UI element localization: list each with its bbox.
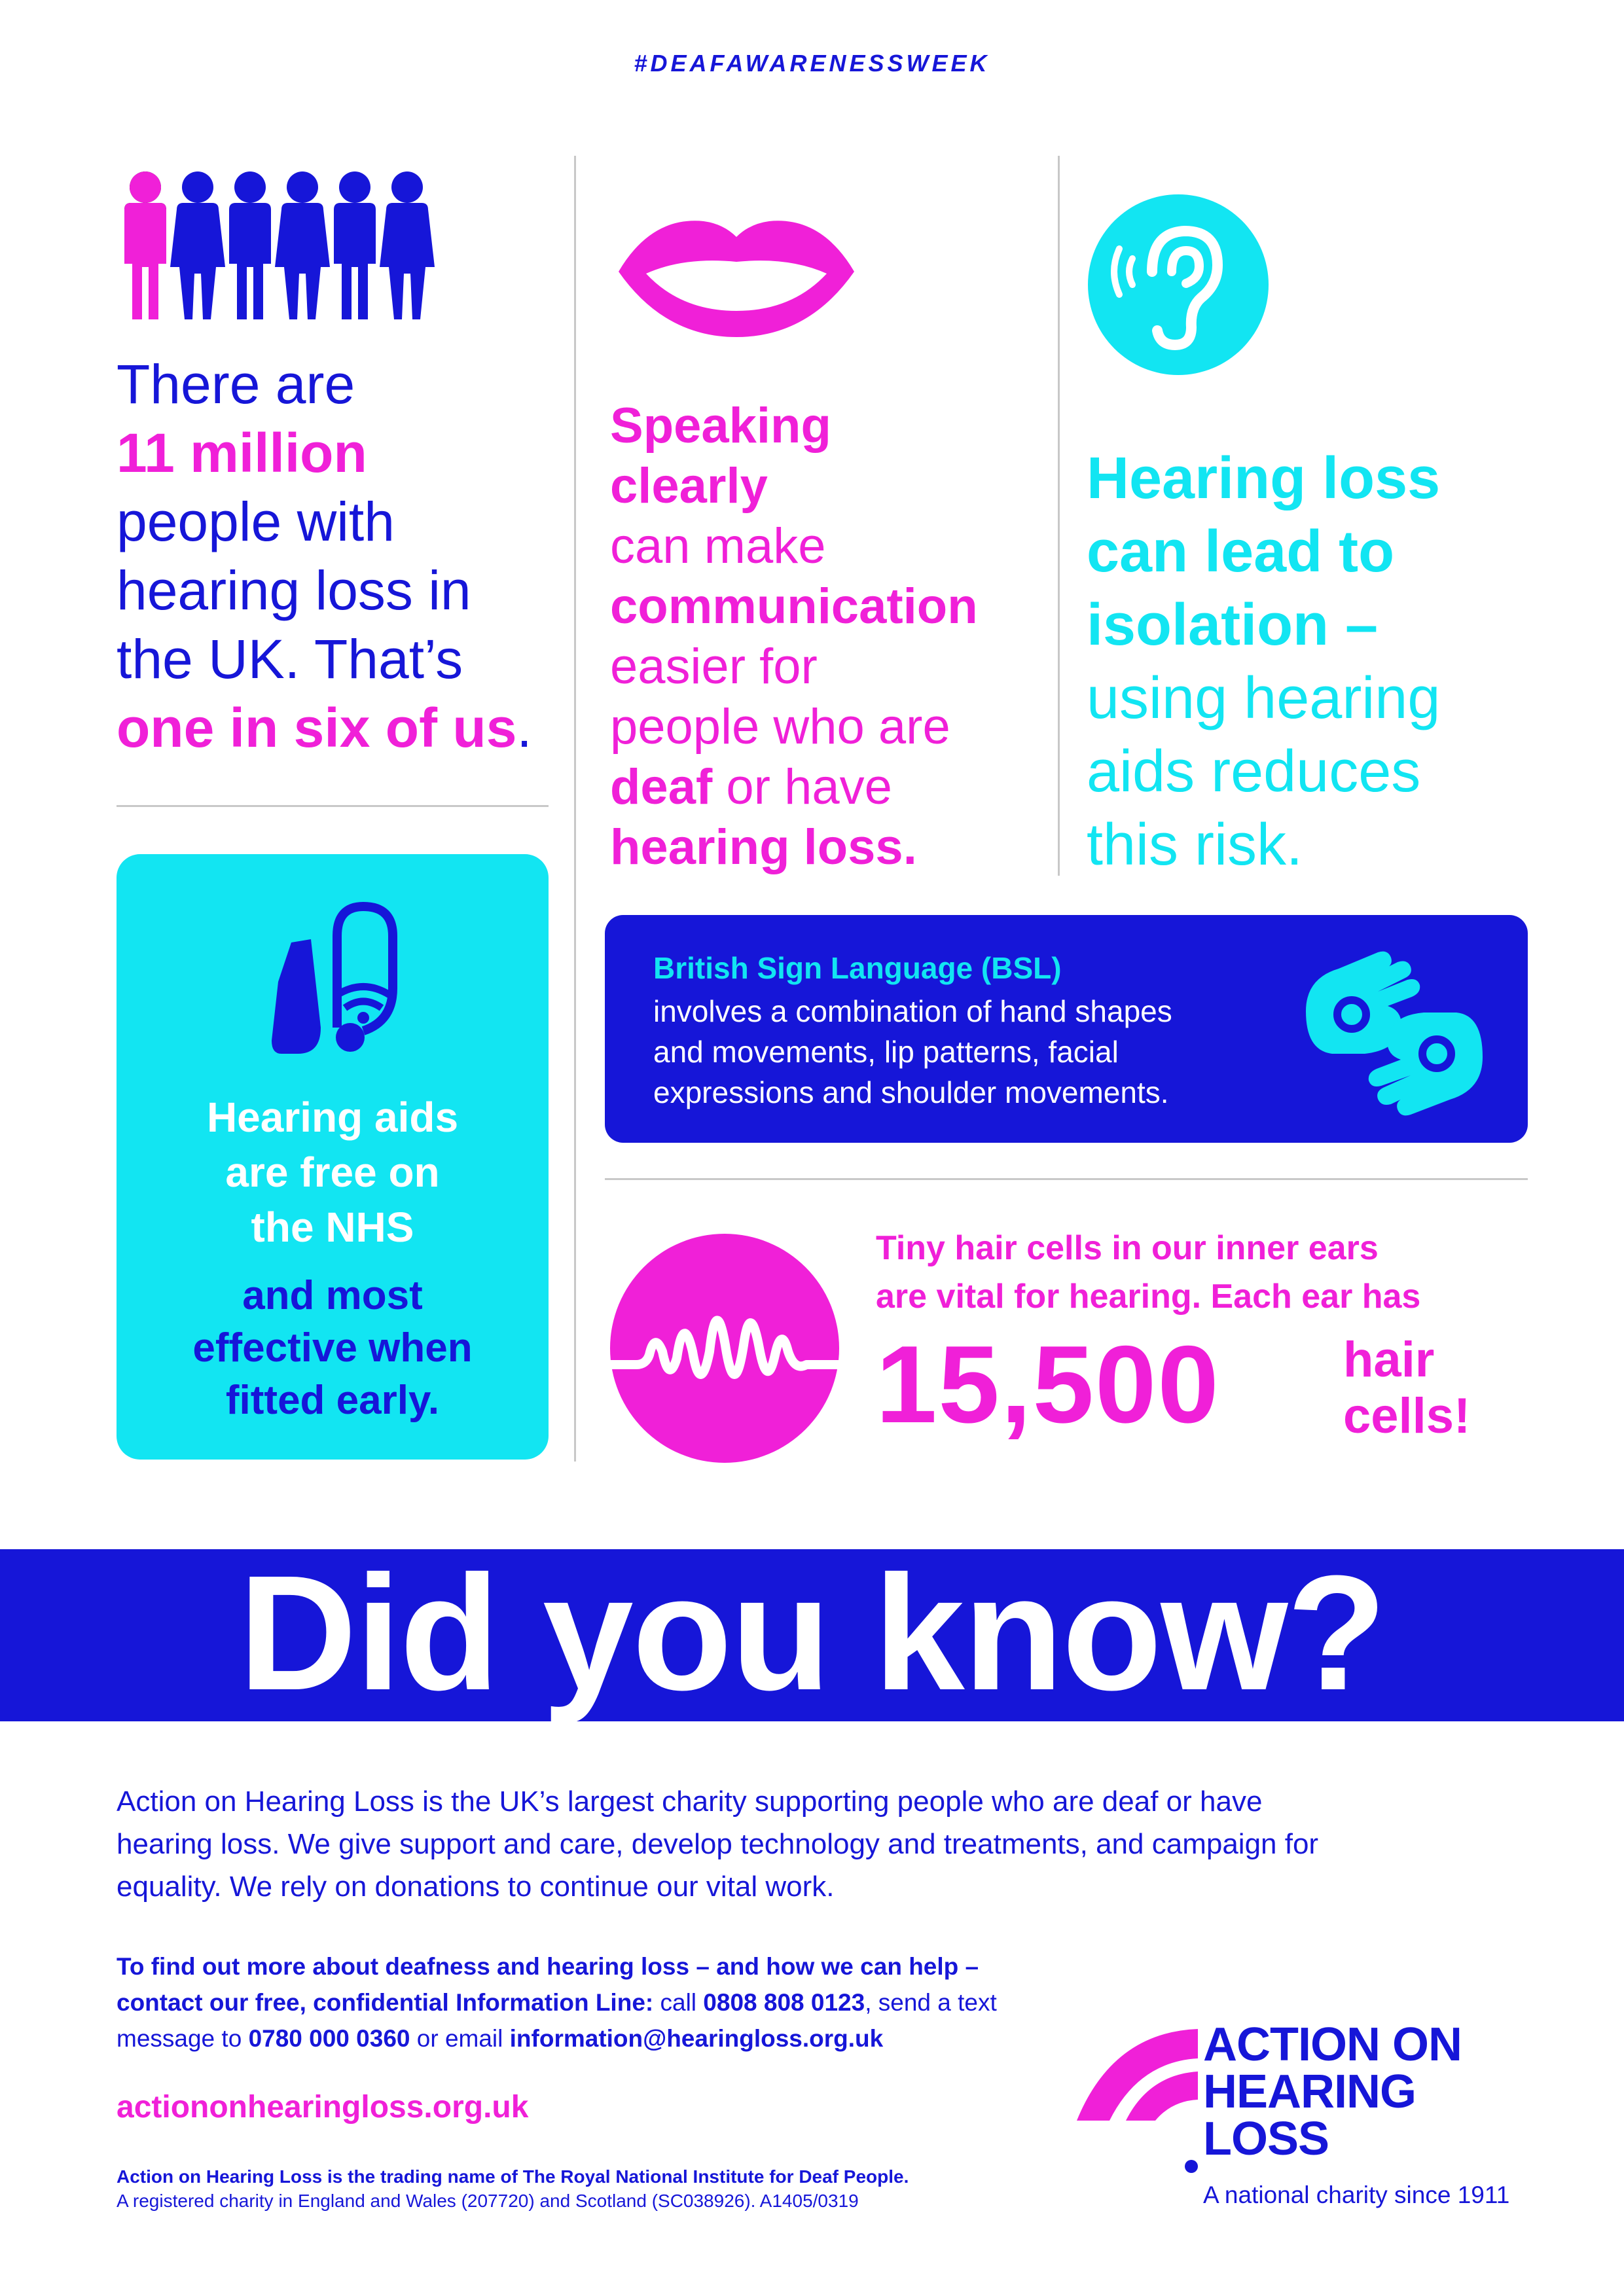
about-line: hearing loss. We give support and care, develop technology and treatments, and campaign for (117, 1828, 1319, 1860)
card-text: fitted early. (225, 1378, 440, 1423)
banner-title: Did you know? (238, 1541, 1386, 1724)
card-text: the NHS (251, 1204, 414, 1251)
hair-cells-unit (1343, 1332, 1470, 1444)
people-icon (113, 169, 466, 319)
about-paragraph (117, 1780, 1530, 1908)
sound-wave-icon (610, 1234, 839, 1463)
hair-cells-number: 15,500 (876, 1323, 1220, 1446)
stat-text: the UK. That’s (117, 628, 463, 690)
stat-highlight: one in six of us (117, 697, 517, 759)
stat-text: aids reduces (1087, 739, 1421, 804)
about-line: equality. We rely on donations to continue our vital work. (117, 1871, 835, 1903)
stat-highlight: clearly (610, 458, 768, 514)
stat-text: . (516, 697, 532, 759)
card-text: are free on (225, 1149, 440, 1196)
footer-registration: A registered charity in England and Wales (207720) and Scotland (SC038926). A1405/0319 (117, 2191, 859, 2211)
contact-line: To find out more about deafness and hearing loss – and how we can help – (117, 1953, 979, 1980)
divider (117, 805, 549, 807)
hair-cells-text (876, 1224, 1530, 1321)
logo-line: HEARING (1203, 2066, 1416, 2118)
speaking-stat (610, 396, 1055, 878)
stat-text: or have (712, 759, 892, 815)
contact-line: contact our free, confidential Information Line: (117, 1989, 654, 2016)
stat-highlight: Speaking (610, 398, 831, 454)
bsl-text: involves a combination of hand shapes (653, 994, 1172, 1028)
hearing-aid-icon (265, 897, 403, 1060)
stat-highlight: communication (610, 579, 978, 634)
bsl-title: British Sign Language (BSL) (653, 951, 1062, 985)
stat-text: hearing loss in (117, 560, 471, 621)
hashtag: #DEAFAWARENESSWEEK (634, 50, 990, 77)
hair-cells-line: are vital for hearing. Each ear has (876, 1278, 1421, 1316)
unit-line: hair (1343, 1332, 1435, 1388)
logo-line: ACTION ON (1203, 2018, 1462, 2071)
charity-logo-text (1203, 2018, 1462, 2165)
email-link[interactable]: information@hearingloss.org.uk (509, 2025, 884, 2052)
contact-line: , send a text (865, 1989, 997, 2016)
charity-tagline: A national charity since 1911 (1203, 2181, 1510, 2208)
stat-highlight: isolation – (1087, 592, 1379, 658)
people-stat (117, 350, 562, 762)
footer-legal: Action on Hearing Loss is the trading name of The Royal National Institute for Deaf People. (117, 2166, 909, 2187)
bsl-text: and movements, lip patterns, facial (653, 1035, 1119, 1069)
stat-highlight: hearing loss. (610, 819, 917, 875)
divider (1058, 156, 1060, 876)
card-text: Hearing aids (206, 1094, 459, 1141)
contact-line: or email (410, 2025, 510, 2052)
charity-logo-icon (1074, 2022, 1204, 2173)
stat-text: this risk. (1087, 812, 1303, 878)
card-text: effective when (192, 1325, 473, 1371)
ear-icon (1087, 193, 1270, 376)
hair-cells-line: Tiny hair cells in our inner ears (876, 1229, 1379, 1267)
stat-text: can make (610, 518, 826, 574)
hearing-aids-headline (117, 1090, 549, 1255)
bsl-description (653, 991, 1282, 1113)
bsl-text: expressions and shoulder movements. (653, 1075, 1169, 1109)
isolation-stat (1087, 442, 1545, 882)
stat-text: easier for (610, 639, 818, 694)
contact-line: call (653, 1989, 704, 2016)
sign-language-hands-icon (1299, 933, 1489, 1116)
stat-highlight: 11 million (117, 422, 367, 484)
stat-highlight: can lead to (1087, 519, 1395, 584)
stat-highlight: Hearing loss (1087, 446, 1441, 511)
unit-line: cells! (1343, 1388, 1471, 1444)
stat-text: using hearing (1087, 666, 1441, 731)
contact-line: message to (117, 2025, 249, 2052)
stat-highlight: deaf (610, 759, 713, 815)
divider (605, 1178, 1528, 1180)
lips-icon (612, 209, 861, 340)
logo-line: LOSS (1203, 2113, 1329, 2165)
hearing-aids-subline (117, 1270, 549, 1427)
website-link[interactable]: actiononhearingloss.org.uk (117, 2090, 529, 2125)
sms-link[interactable]: 0780 000 0360 (248, 2025, 410, 2052)
stat-text: people with (117, 491, 395, 552)
card-text: and most (242, 1273, 423, 1318)
divider (574, 156, 576, 1462)
stat-text: people who are (610, 699, 950, 755)
phone-link[interactable]: 0808 808 0123 (703, 1989, 865, 2016)
contact-paragraph (117, 1948, 1098, 2056)
stat-text: There are (117, 353, 355, 415)
about-line: Action on Hearing Loss is the UK’s largest charity supporting people who are deaf or have (117, 1785, 1263, 1818)
